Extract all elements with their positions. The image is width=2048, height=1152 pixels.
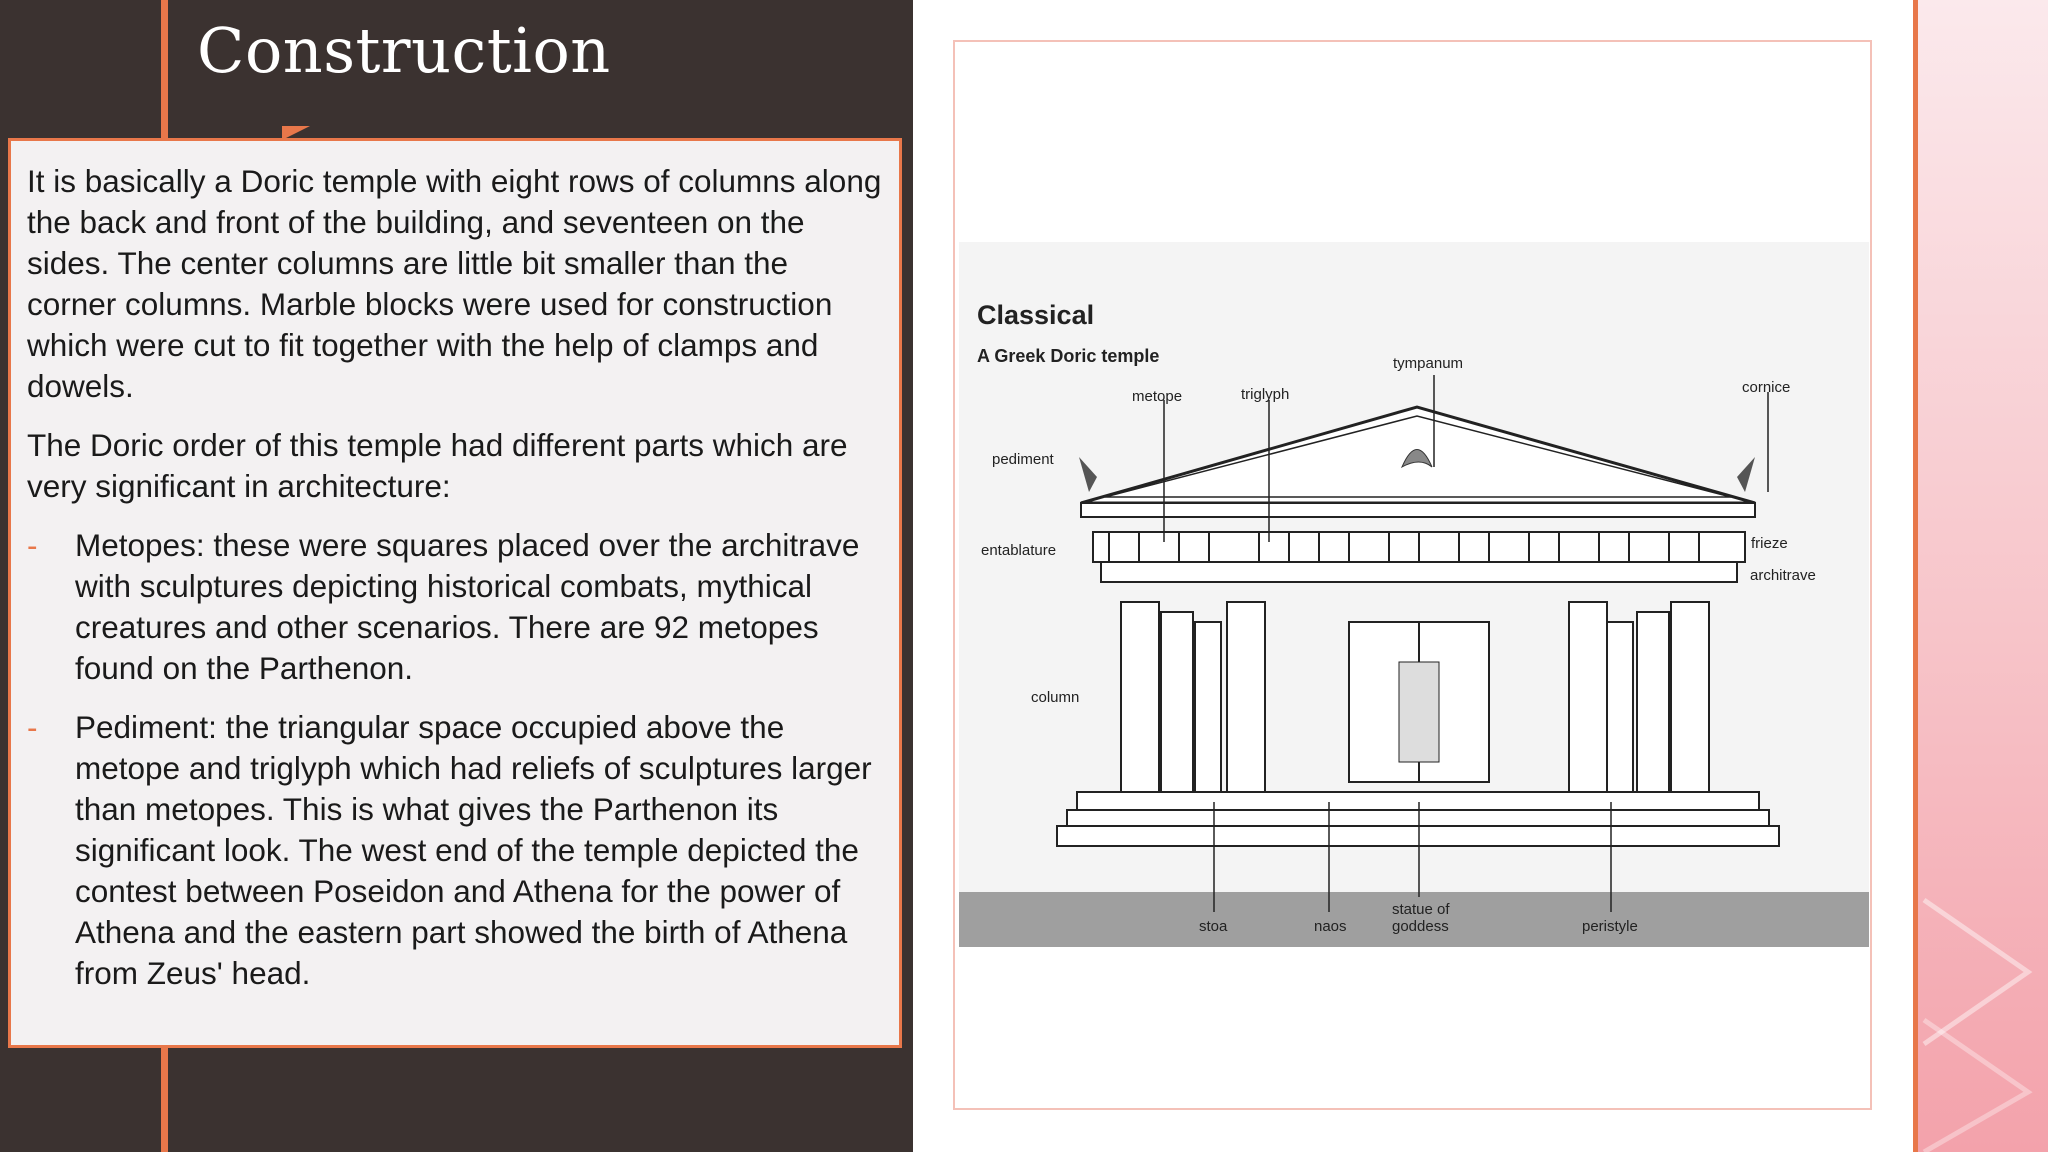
bullet-metopes-text: Metopes: these were squares placed over the architrave with sculptures depicting historical combats, mythical creatures and other scenarios. There are 92 metopes found on the Parthenon. — [75, 527, 860, 686]
bullet-pediment — [27, 707, 883, 994]
label-naos: naos — [1314, 918, 1347, 935]
label-metope: metope — [1132, 388, 1183, 405]
chevron-decoration-icon — [1918, 880, 2048, 1152]
label-tympanum: tympanum — [1393, 355, 1464, 372]
bullet-dash-icon: - — [27, 527, 38, 563]
label-cornice: cornice — [1742, 379, 1791, 396]
label-frieze: frieze — [1751, 535, 1788, 552]
temple-image-frame — [953, 40, 1872, 1110]
label-statue-line2: goddess — [1392, 918, 1449, 935]
doric-temple-diagram — [959, 242, 1869, 947]
label-architrave: architrave — [1750, 567, 1816, 584]
bullet-dash-icon: - — [27, 709, 38, 745]
decorative-pink-panel — [1918, 0, 2048, 1152]
bullet-metopes — [27, 525, 883, 689]
diagram-heading: Classical — [977, 300, 1095, 330]
slide-title: Construction — [197, 14, 611, 87]
doric-order-paragraph: The Doric order of this temple had different parts which are very significant in architecture: — [27, 427, 848, 504]
label-column: column — [1031, 689, 1080, 706]
diagram-subheading: A Greek Doric temple — [977, 346, 1160, 366]
text-content-card — [8, 138, 902, 1048]
label-triglyph: triglyph — [1241, 386, 1290, 403]
intro-paragraph: It is basically a Doric temple with eight rows of columns along the back and front of the building, and seventeen on the sides. The center columns are little bit smaller than the corner columns. Marble blocks were used for construction which were cut to fit together with the help of clamps and dowels. — [27, 163, 882, 404]
label-statue-line1: statue of — [1392, 901, 1450, 918]
label-peristyle: peristyle — [1582, 918, 1638, 935]
label-entablature: entablature — [981, 542, 1057, 559]
label-pediment: pediment — [992, 451, 1054, 468]
label-stoa: stoa — [1199, 918, 1228, 935]
bullet-pediment-text: Pediment: the triangular space occupied above the metope and triglyph which had reliefs of sculptures larger than metopes. This is what gives the Parthenon its significant look. The west end of the temple depicted the contest between Poseidon and Athena for the power of Athena and the eastern part showed the birth of Athena from Zeus' head. — [75, 709, 872, 991]
bullet-list — [27, 525, 883, 994]
